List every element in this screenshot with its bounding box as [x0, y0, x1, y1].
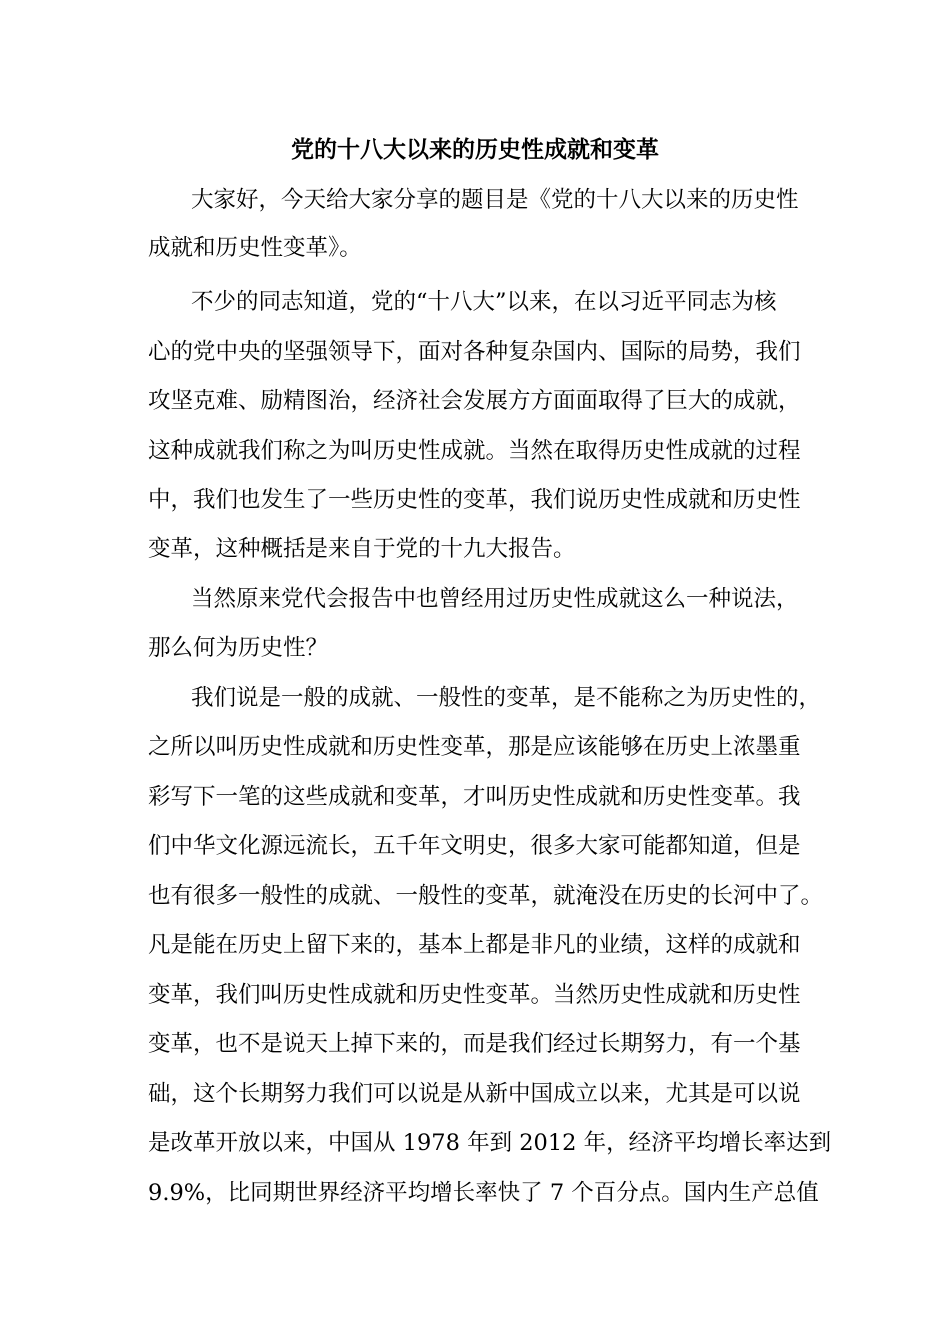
paragraph-3-line-1: 当然原来党代会报告中也曾经用过历史性成就这么一种说法，: [191, 586, 799, 612]
paragraph-4-line-3: 彩写下一笔的这些成就和变革，才叫历史性成就和历史性变革。我: [148, 784, 801, 810]
document-title: 党的十八大以来的历史性成就和变革: [291, 136, 659, 163]
paragraph-4-line-4: 们中华文化源远流长，五千年文明史，很多大家可能都知道，但是: [148, 833, 801, 859]
paragraph-4-line-1: 我们说是一般的成就、一般性的变革，是不能称之为历史性的，: [191, 685, 822, 711]
paragraph-4-line-6: 凡是能在历史上留下来的，基本上都是非凡的业绩，这样的成就和: [148, 932, 801, 958]
paragraph-2-line-5: 中，我们也发生了一些历史性的变革，我们说历史性成就和历史性: [148, 487, 801, 513]
paragraph-2-line-4: 这种成就我们称之为叫历史性成就。当然在取得历史性成就的过程: [148, 438, 801, 464]
paragraph-2-line-2: 心的党中央的坚强领导下，面对各种复杂国内、国际的局势，我们: [148, 339, 801, 365]
paragraph-1-line-1: 大家好，今天给大家分享的题目是《党的十八大以来的历史性: [191, 187, 799, 213]
paragraph-2-line-6: 变革，这种概括是来自于党的十九大报告。: [148, 536, 576, 562]
paragraph-4-line-9: 础，这个长期努力我们可以说是从新中国成立以来，尤其是可以说: [148, 1081, 801, 1107]
paragraph-4-line-11: 9.9%，比同期世界经济平均增长率快了 7 个百分点。国内生产总值: [148, 1180, 819, 1206]
paragraph-2-line-3: 攻坚克难、励精图治，经济社会发展方方面面取得了巨大的成就，: [148, 388, 801, 414]
paragraph-4-line-7: 变革，我们叫历史性成就和历史性变革。当然历史性成就和历史性: [148, 982, 801, 1008]
paragraph-1-line-2: 成就和历史性变革》。: [148, 235, 362, 261]
paragraph-2-line-1: 不少的同志知道，党的“十八大”以来，在以习近平同志为核: [191, 289, 777, 315]
paragraph-4-line-10: 是改革开放以来，中国从 1978 年到 2012 年，经济平均增长率达到: [148, 1130, 832, 1156]
paragraph-3-line-2: 那么何为历史性？: [148, 635, 329, 661]
paragraph-4-line-8: 变革，也不是说天上掉下来的，而是我们经过长期努力，有一个基: [148, 1031, 801, 1057]
paragraph-4-line-2: 之所以叫历史性成就和历史性变革，那是应该能够在历史上浓墨重: [148, 734, 801, 760]
paragraph-4-line-5: 也有很多一般性的成就、一般性的变革，就淹没在历史的长河中了。: [148, 883, 824, 909]
